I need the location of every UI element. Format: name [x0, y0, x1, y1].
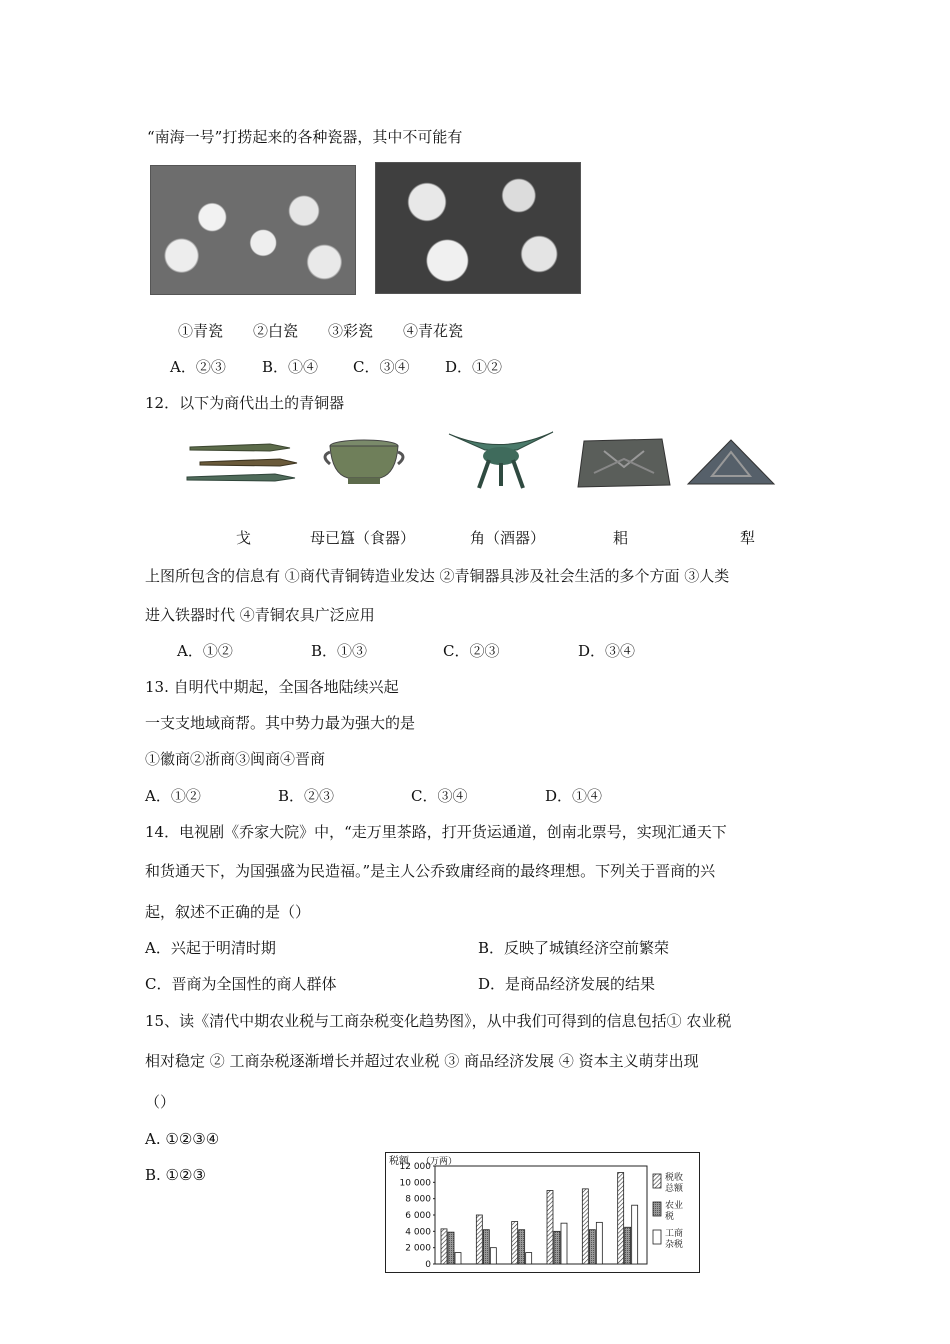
bronze-jue-vessel-image: [447, 430, 555, 492]
q12-stem: 12．以下为商代出土的青铜器: [145, 394, 345, 412]
q13-choice-a: A．①②: [145, 787, 201, 805]
bar: [512, 1222, 518, 1264]
q11-choice-c: C．③④: [353, 358, 410, 376]
y-tick-label: 0: [425, 1260, 431, 1270]
q14-choice-a: A．兴起于明清时期: [145, 939, 276, 957]
q11-options: ①青瓷 ②白瓷 ③彩瓷 ④青花瓷: [178, 322, 464, 340]
bar: [582, 1189, 588, 1264]
q15-choice-a: A. ①②③④: [145, 1130, 220, 1148]
q13-choice-c: C．③④: [411, 787, 468, 805]
q12-choice-b: B．①③: [311, 642, 368, 660]
bronze-label-ge: 戈: [236, 529, 252, 547]
bar: [554, 1231, 560, 1264]
bar: [589, 1230, 595, 1264]
porcelain-photo-left: [150, 165, 356, 295]
q14-line2: 和货通天下，为国强盛为民造福。”是主人公乔致庸经商的最终理想。下列关于晋商的兴: [145, 862, 716, 880]
bar: [547, 1191, 553, 1265]
bar: [441, 1229, 447, 1264]
q14-line3: 起，叙述不正确的是（）: [145, 903, 311, 921]
bar: [561, 1223, 567, 1264]
q13-options: ①徽商②浙商③闽商④晋商: [145, 750, 326, 768]
legend-label: 税收: [665, 1173, 684, 1183]
legend-swatch: [653, 1202, 661, 1216]
q11-choice-a: A．②③: [170, 358, 226, 376]
y-tick-label: 8 000: [405, 1194, 431, 1205]
legend-swatch: [653, 1230, 661, 1244]
porcelain-photo-right: [375, 162, 581, 294]
q11-stem: “南海一号”打捞起来的各种瓷器，其中不可能有: [147, 128, 463, 146]
y-tick-label: 6 000: [405, 1211, 431, 1221]
legend-label: 总额: [665, 1184, 684, 1194]
q14-choice-b: B．反映了城镇经济空前繁荣: [478, 939, 670, 957]
q12-choice-d: D．③④: [578, 642, 636, 660]
y-axis-label: 税额: [389, 1156, 409, 1167]
bronze-label-jue: 角（酒器）: [470, 529, 546, 547]
bar: [448, 1232, 454, 1264]
q12-info-line1: 上图所包含的信息有 ①商代青铜铸造业发达 ②青铜器具涉及社会生活的多个方面 ③人类: [145, 567, 730, 585]
q12-choice-c: C．②③: [443, 642, 500, 660]
bar: [476, 1215, 482, 1264]
q14-choice-c: C．晋商为全国性的商人群体: [145, 975, 337, 993]
y-tick-label: 10 000: [399, 1178, 431, 1189]
bar: [526, 1253, 532, 1264]
bronze-li-plough-image: [686, 438, 776, 488]
q12-info-line2: 进入铁器时代 ④青铜农具广泛应用: [145, 606, 375, 624]
q13-choice-d: D．①④: [545, 787, 603, 805]
bar: [455, 1253, 461, 1264]
q14-choice-d: D．是商品经济发展的结果: [478, 975, 656, 993]
legend-label: 税: [665, 1212, 675, 1222]
y-tick-label: 12 000: [399, 1162, 431, 1172]
legend-label: 农业: [665, 1201, 684, 1211]
q15-line1: 15、读《清代中期农业税与工商杂税变化趋势图》，从中我们可得到的信息包括① 农业税: [145, 1012, 732, 1030]
bronze-label-li: 犁: [740, 529, 756, 547]
bronze-label-si: 耜: [613, 529, 629, 547]
q11-choice-d: D．①②: [445, 358, 503, 376]
bronze-ge-dagger-image: [185, 435, 300, 490]
bar: [632, 1205, 638, 1264]
bronze-si-plough-image: [574, 437, 672, 489]
bar: [490, 1248, 496, 1264]
legend-label: 杂税: [665, 1240, 684, 1250]
bar: [618, 1173, 624, 1264]
q15-line2: 相对稳定 ② 工商杂税逐渐增长并超过农业税 ③ 商品经济发展 ④ 资本主义萌芽出现: [145, 1052, 699, 1070]
bar: [519, 1230, 525, 1264]
bronze-label-gui: 母已簋（食器）: [310, 529, 416, 547]
legend-label: 工商: [665, 1229, 684, 1239]
q13-line1: 13. 自明代中期起，全国各地陆续兴起: [145, 678, 399, 696]
q13-line2: 一支支地域商帮。其中势力最为强大的是: [145, 714, 416, 732]
bar: [596, 1222, 602, 1264]
y-tick-label: 4 000: [405, 1227, 431, 1238]
q13-choice-b: B．②③: [278, 787, 335, 805]
y-tick-label: 2 000: [405, 1243, 431, 1254]
q11-choice-b: B．①④: [262, 358, 319, 376]
y-axis-unit: （万两）: [421, 1157, 458, 1167]
q12-choice-a: A．①②: [177, 642, 233, 660]
legend-swatch: [653, 1174, 661, 1188]
tax-trend-chart: [385, 1152, 701, 1274]
bronze-gui-vessel-image: [318, 438, 410, 486]
q15-choice-b: B. ①②③: [145, 1166, 206, 1184]
q15-line3: （）: [145, 1093, 176, 1111]
bar: [483, 1230, 489, 1264]
q14-line1: 14．电视剧《乔家大院》中，“走万里茶路，打开货运通道，创南北票号，实现汇通天下: [145, 823, 727, 841]
bar: [625, 1227, 631, 1264]
